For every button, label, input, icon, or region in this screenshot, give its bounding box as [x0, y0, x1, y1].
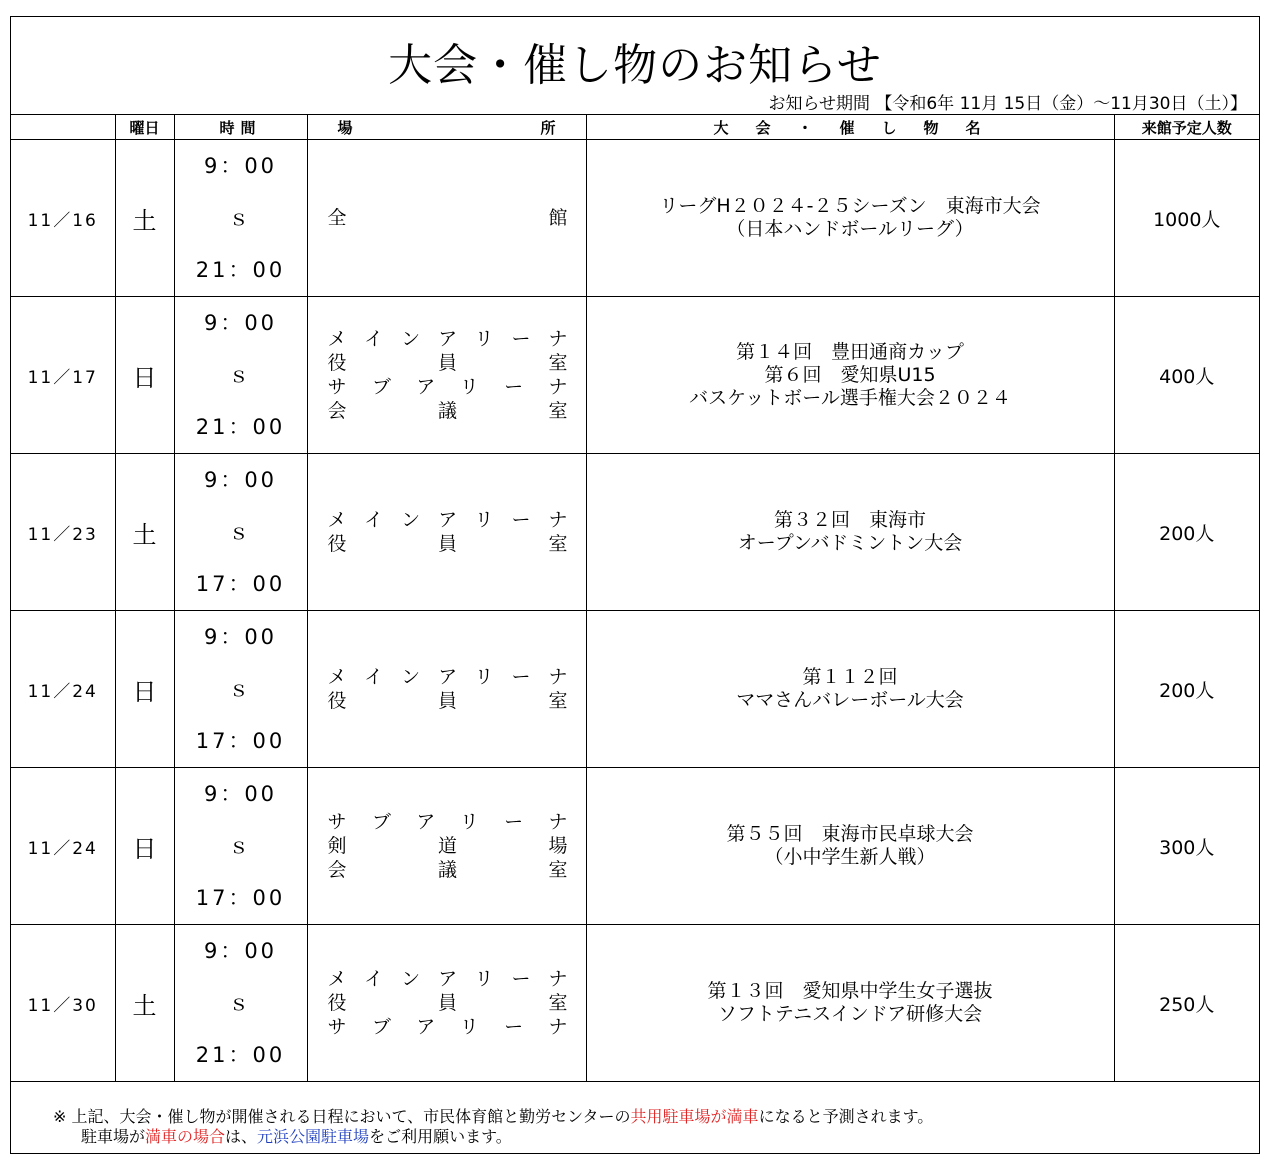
- event-line: 第１１２回: [802, 666, 898, 688]
- time-separator: ｓ: [228, 206, 253, 230]
- header-event: 大 会 ・ 催 し 物 名: [586, 115, 1114, 140]
- time-start: 9：00: [203, 311, 278, 335]
- venue-cell: [307, 925, 586, 1082]
- header-time: 時間: [174, 115, 307, 140]
- table-header-row: [11, 115, 1259, 140]
- venue-item: サブアリーナ: [327, 1016, 568, 1038]
- event-line: ママさんバレーボール大会: [736, 689, 964, 711]
- header-count: 来館予定人数: [1114, 115, 1259, 140]
- event-cell: [586, 611, 1114, 768]
- time-start: 9：00: [203, 782, 278, 806]
- time-cell: [174, 454, 307, 611]
- venue-item: メインアリーナ: [327, 328, 568, 350]
- note-text: は、: [225, 1127, 258, 1146]
- header-venue: 場 所: [307, 115, 586, 140]
- table-row: [11, 297, 1259, 454]
- event-line: 第６回 愛知県U15: [764, 363, 936, 386]
- events-table: [11, 114, 1259, 1082]
- table-row: [11, 454, 1259, 611]
- venue-item: 役員室: [327, 533, 568, 555]
- venue-cell: [307, 768, 586, 925]
- expected-visitors-cell: 250人: [1114, 925, 1259, 1082]
- time-start: 9：00: [203, 939, 278, 963]
- date-cell: 11／24: [11, 611, 115, 768]
- event-line: 第５５回 東海市民卓球大会: [726, 823, 974, 845]
- event-line: （小中学生新人戦）: [764, 846, 936, 868]
- venue-cell: [307, 611, 586, 768]
- dow-cell: 日: [115, 611, 174, 768]
- parking-note-line2: [81, 1127, 512, 1147]
- note-highlight-red: 共用駐車場が満車: [630, 1107, 759, 1126]
- date-cell: 11／23: [11, 454, 115, 611]
- note-text: をご利用願います。: [369, 1127, 512, 1146]
- venue-cell: [307, 454, 586, 611]
- time-end: 21：00: [195, 415, 286, 439]
- event-cell: [586, 768, 1114, 925]
- venue-item: サブアリーナ: [327, 376, 568, 398]
- venue-item: 会議室: [327, 859, 568, 881]
- header-date: [11, 115, 115, 140]
- venue-item: 役員室: [327, 352, 568, 374]
- venue-item: 剣道場: [327, 835, 568, 857]
- event-line: オープンバドミントン大会: [737, 532, 963, 554]
- expected-visitors-cell: 200人: [1114, 611, 1259, 768]
- note-text: 駐車場が: [81, 1127, 146, 1146]
- venue-item: 全館: [327, 207, 568, 229]
- dow-cell: 土: [115, 454, 174, 611]
- time-end: 17：00: [195, 886, 286, 910]
- time-end: 17：00: [195, 572, 286, 596]
- date-cell: 11／30: [11, 925, 115, 1082]
- venue-item: 役員室: [327, 992, 568, 1014]
- event-line: 第１３回 愛知県中学生女子選抜: [707, 980, 993, 1002]
- note-text: になると予測されます。: [758, 1107, 934, 1126]
- event-line: （日本ハンドボールリーグ）: [726, 218, 974, 240]
- page-title: 大会・催し物のお知らせ: [388, 40, 882, 91]
- event-line: バスケットボール選手権大会２０２４: [689, 386, 1011, 409]
- time-end: 21：00: [195, 1043, 286, 1067]
- dow-cell: 日: [115, 768, 174, 925]
- table-row: [11, 768, 1259, 925]
- time-separator: ｓ: [228, 834, 253, 858]
- venue-cell: [307, 140, 586, 297]
- dow-cell: 土: [115, 925, 174, 1082]
- dow-cell: 日: [115, 297, 174, 454]
- venue-item: 役員室: [327, 690, 568, 712]
- time-cell: [174, 140, 307, 297]
- note-text: ※ 上記、大会・催し物が開催される日程において、市民体育館と勤労センターの: [53, 1107, 631, 1126]
- event-cell: [586, 140, 1114, 297]
- header-dow: 曜日: [115, 115, 174, 140]
- event-cell: [586, 454, 1114, 611]
- time-separator: ｓ: [228, 677, 253, 701]
- table-row: [11, 611, 1259, 768]
- time-start: 9：00: [203, 625, 278, 649]
- time-separator: ｓ: [228, 520, 253, 544]
- expected-visitors-cell: 400人: [1114, 297, 1259, 454]
- time-start: 9：00: [203, 154, 278, 178]
- time-cell: [174, 611, 307, 768]
- note-highlight-red: 満車の場合: [145, 1127, 226, 1146]
- venue-cell: [307, 297, 586, 454]
- time-start: 9：00: [203, 468, 278, 492]
- time-cell: [174, 297, 307, 454]
- note-highlight-blue: 元浜公園駐車場: [257, 1127, 370, 1146]
- venue-item: メインアリーナ: [327, 509, 568, 531]
- event-line: 第３２回 東海市: [773, 509, 926, 531]
- time-end: 17：00: [195, 729, 286, 753]
- event-cell: [586, 297, 1114, 454]
- table-row: [11, 140, 1259, 297]
- expected-visitors-cell: 300人: [1114, 768, 1259, 925]
- time-separator: ｓ: [228, 991, 253, 1015]
- event-cell: [586, 925, 1114, 1082]
- expected-visitors-cell: 1000人: [1114, 140, 1259, 297]
- time-cell: [174, 925, 307, 1082]
- time-cell: [174, 768, 307, 925]
- venue-item: メインアリーナ: [327, 666, 568, 688]
- notice-frame: [10, 16, 1260, 1154]
- time-end: 21：00: [195, 258, 286, 282]
- date-cell: 11／16: [11, 140, 115, 297]
- event-line: 第１４回 豊田通商カップ: [736, 340, 964, 363]
- date-cell: 11／24: [11, 768, 115, 925]
- date-cell: 11／17: [11, 297, 115, 454]
- venue-item: サブアリーナ: [327, 811, 568, 833]
- event-line: ソフトテニスインドア研修大会: [717, 1003, 983, 1025]
- event-line: リーグH２０２４-２５シーズン 東海市大会: [659, 195, 1041, 217]
- venue-item: メインアリーナ: [327, 968, 568, 990]
- table-row: [11, 925, 1259, 1082]
- notice-period: お知らせ期間 【令和6年 11月 15日（金）～11月30日（土）】: [768, 94, 1247, 114]
- dow-cell: 土: [115, 140, 174, 297]
- time-separator: ｓ: [228, 363, 253, 387]
- parking-note-line1: [53, 1107, 933, 1127]
- venue-item: 会議室: [327, 400, 568, 422]
- expected-visitors-cell: 200人: [1114, 454, 1259, 611]
